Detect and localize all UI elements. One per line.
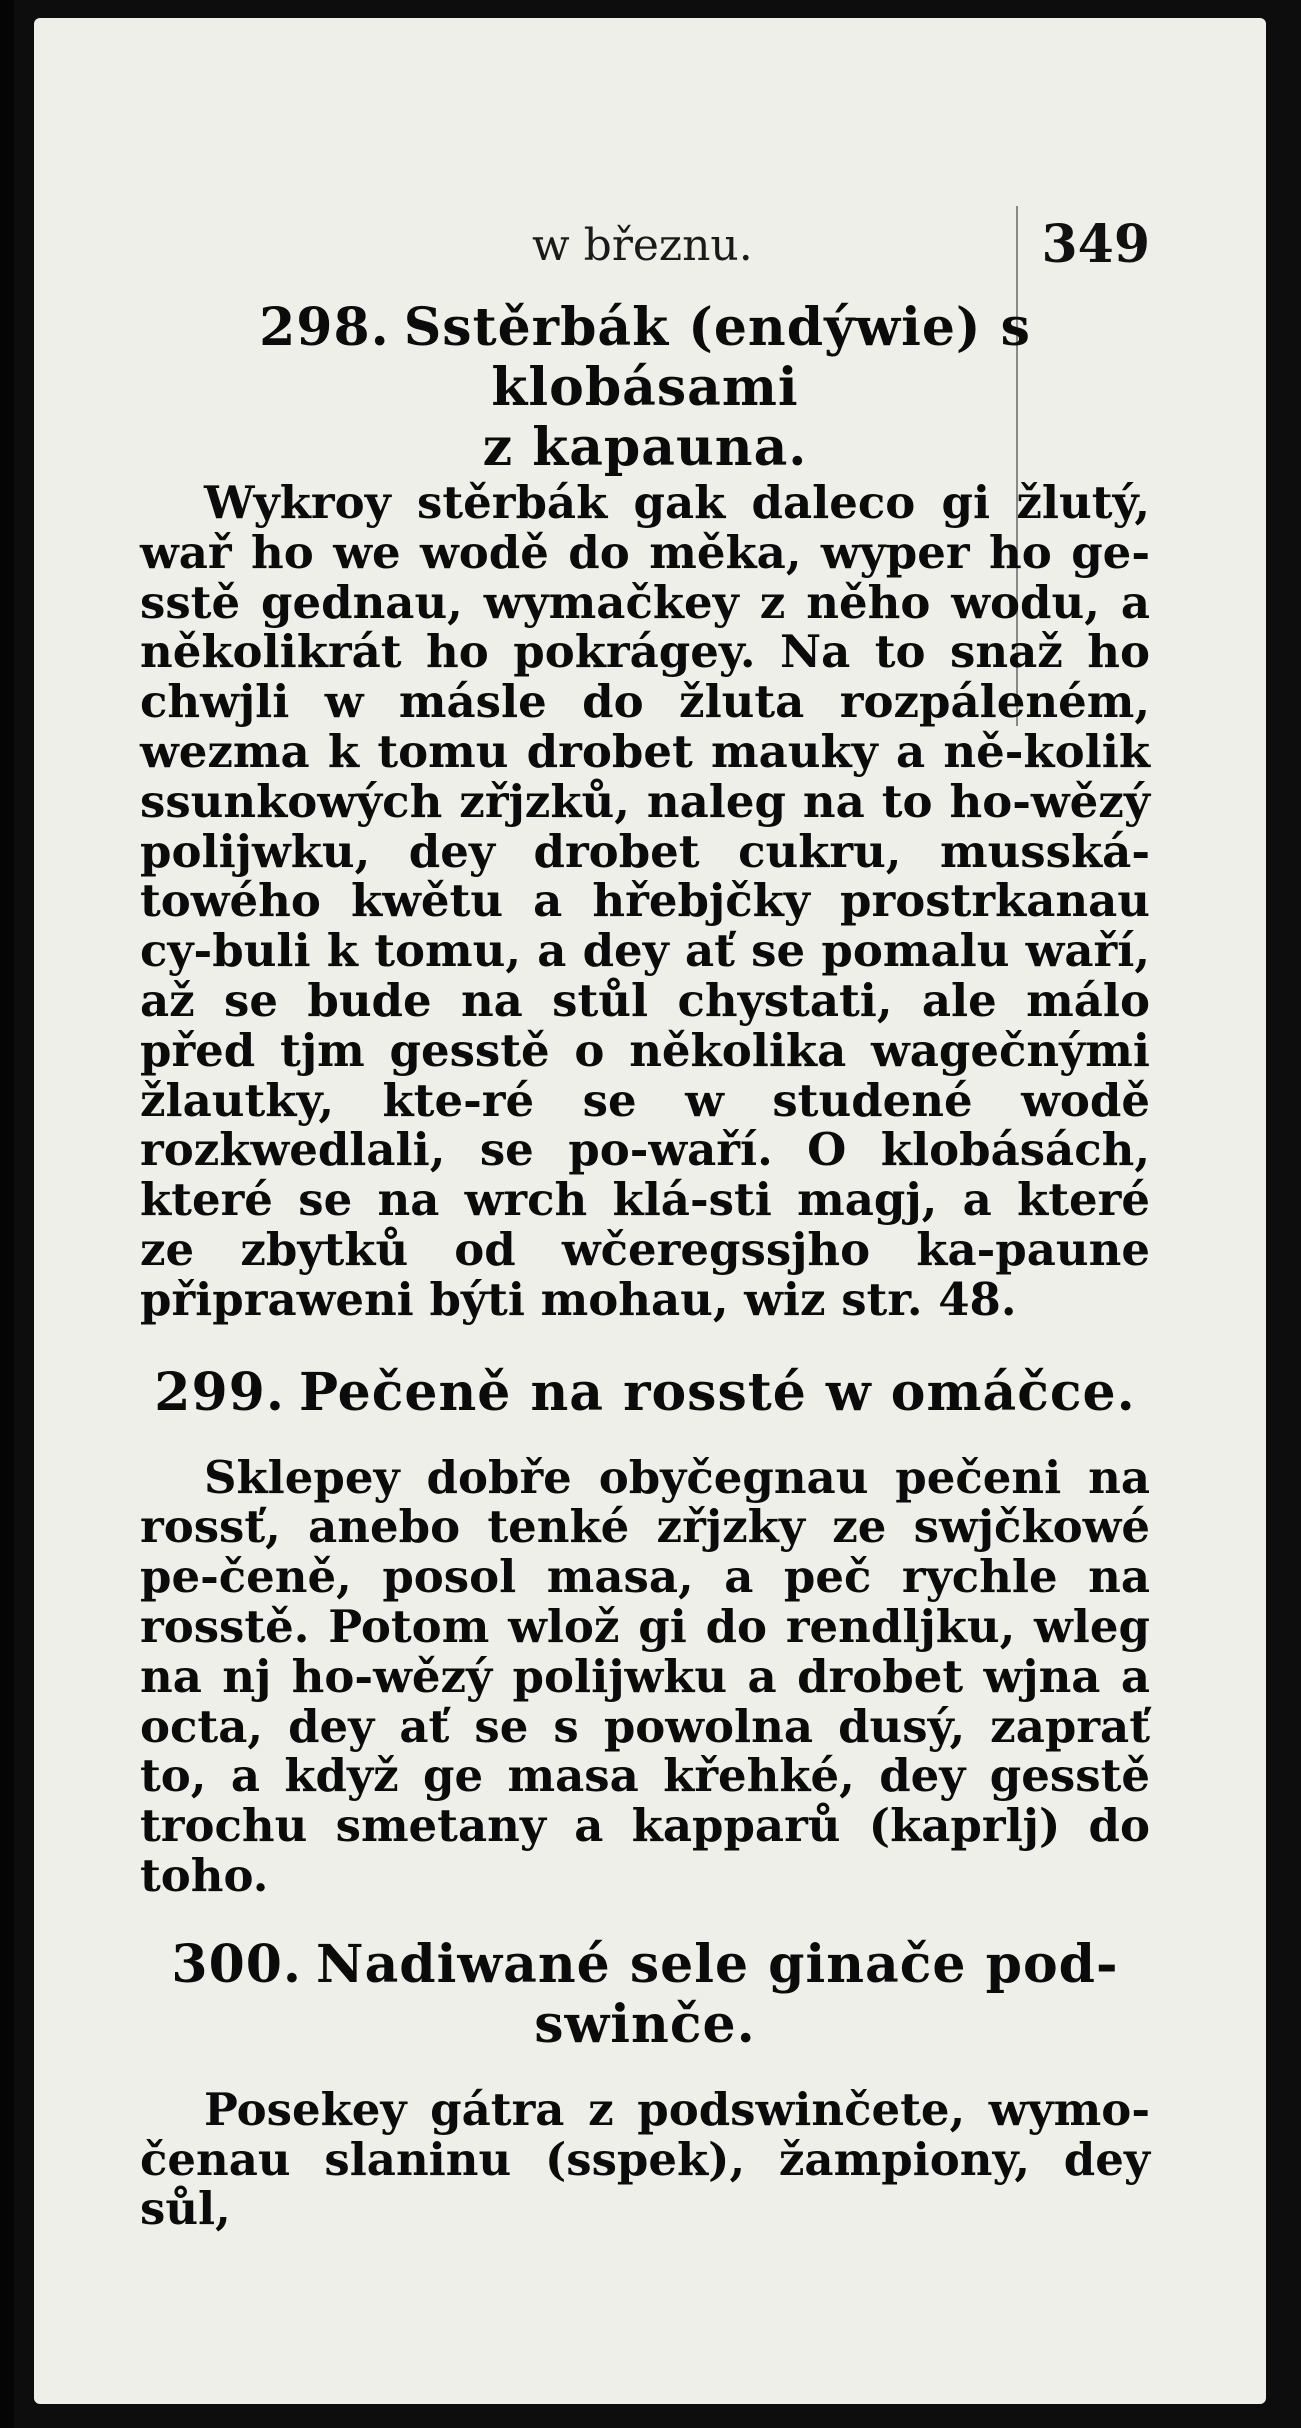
recipe-body: Sklepey dobře obyčegnau pečeni na rossť, anebo tenké zřjzky ze swjčkowé pe-čeně, posol masa, a peč rychle na rosstě. Potom wlož gi do rendljku, wleg na nj ho-wězý polijwku a drobet wjna a octa, dey ať se s powolna dusý, zaprať to, a když ge masa křehké, dey gesstě trochu smetany a kapparů (kaprlj) do toho. xyxy=(140,1450,1150,1902)
recipe-body: Posekey gátra z podswinčete, wymo-čenau slaninu (sspek), žampiony, dey sůl, xyxy=(140,2082,1150,2236)
page-number: 349 xyxy=(1041,214,1150,275)
recipe-number: 298. xyxy=(259,297,390,358)
recipe-title-line: Nadiwané sele ginače pod- xyxy=(316,1933,1119,1995)
recipe-title-continued: swinče. xyxy=(534,1993,756,2055)
recipe-title xyxy=(140,1935,1150,1995)
recipe-299 xyxy=(140,1363,1150,1901)
recipe-body: Wykroy stěrbák gak daleco gi žlutý, wař ho we wodě do měka, wyper ho ge-sstě gednau, wymačkey z něho wodu, a několikrát ho pokrágey. Na to snaž ho chwjli w másle do žluta rozpáleném, wezma k tomu drobet mauky a ně-kolik ssunkowých zřjzků, naleg na to ho-wězý polijwku, dey drobet cukru, musská-towého kwětu a hřebjčky prostrkanau cy-buli k tomu, a dey ať se pomalu waří, až se bude na stůl chystati, ale málo před tjm gesstě o několika wagečnými žlautky, kte-ré se w studené wodě rozkwedlali, se po-waří. O klobásách, které se na wrch klá-sti magj, a které ze zbytků od wčeregssjho ka-paune připraweni býti mohau, wiz str. 48. xyxy=(140,476,1150,1326)
recipe-title-line: Sstěrbák (endýwie) s klobásami xyxy=(403,297,1031,418)
page-text xyxy=(140,298,1150,2234)
recipe-number: 300. xyxy=(171,1933,303,1995)
recipe-title-line: Pečeně na rossté w omáčce. xyxy=(298,1361,1136,1423)
recipe-298 xyxy=(140,298,1150,1325)
recipe-300 xyxy=(140,1935,1150,2234)
recipe-number: 299. xyxy=(154,1361,285,1423)
page-header xyxy=(140,214,1150,280)
recipe-title xyxy=(140,1363,1150,1423)
book-spine-shadow xyxy=(0,0,14,2428)
recipe-title xyxy=(140,298,1150,418)
running-head: w březnu. xyxy=(532,220,753,271)
recipe-title-continued: z kapauna. xyxy=(482,417,808,478)
